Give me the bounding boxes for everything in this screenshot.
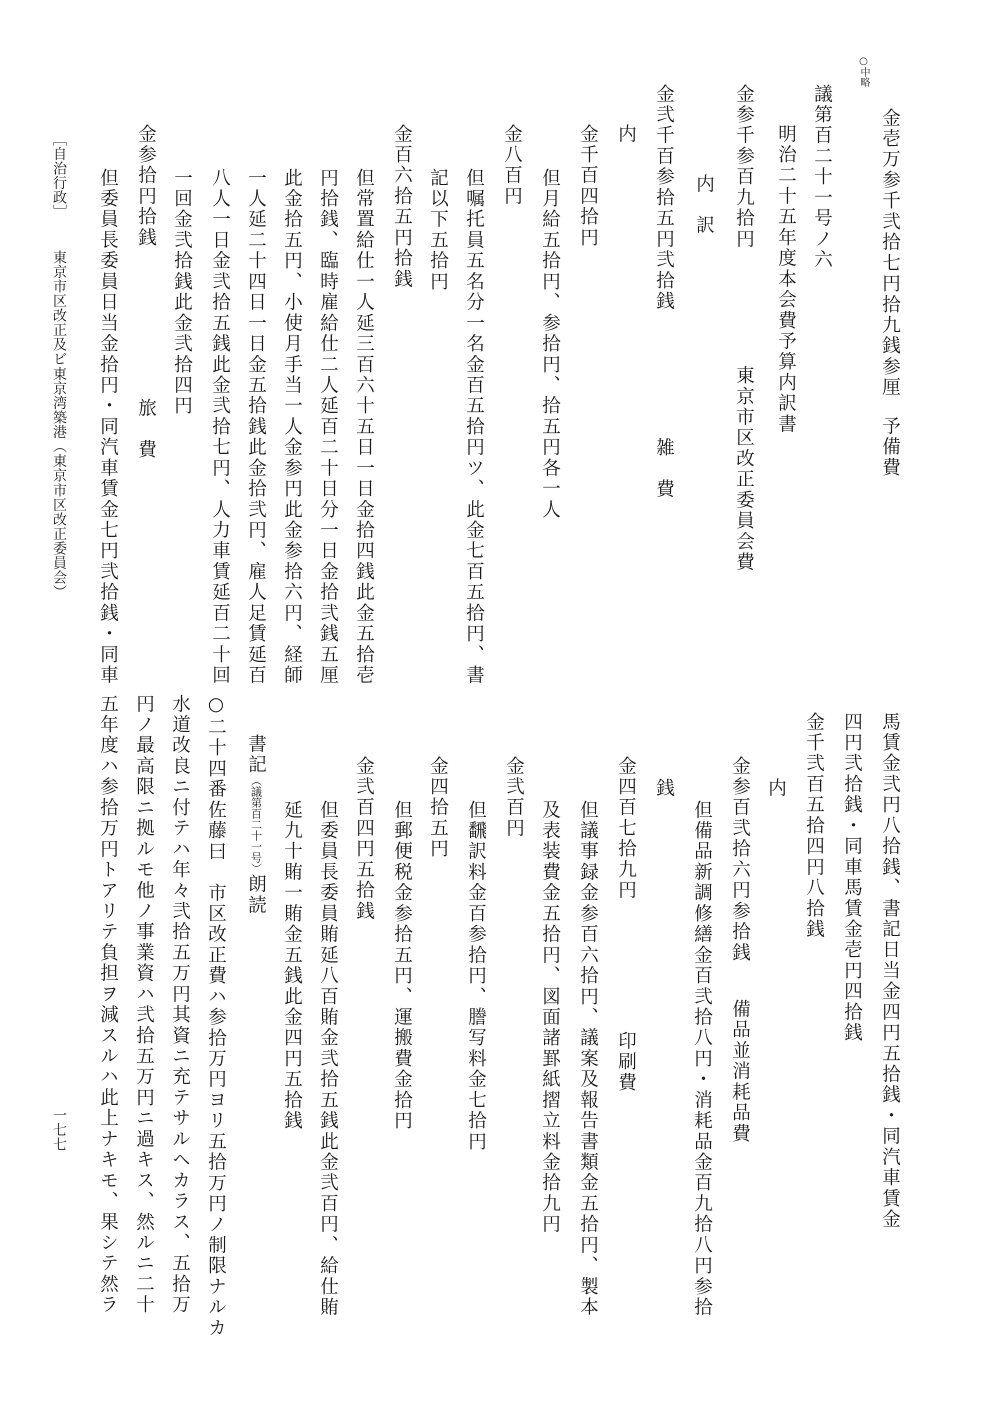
contract-staff-detail-cont: 記以下五拾円 [427, 168, 449, 293]
supplies-label: 備品並消耗品費 [729, 999, 751, 1145]
salary-detail: 但月給五拾円、参拾円、拾五円各一人 [539, 168, 561, 521]
printing-label: 印刷費 [615, 1031, 637, 1094]
supplies-line [730, 756, 749, 1144]
wages-amount: 金百六拾五円拾銭 [391, 124, 413, 290]
footer-bracket: ［自治行政］ [51, 132, 67, 220]
speech-line-1: ○二十四番佐藤曰 市区改正費ハ参拾万円ヨリ五拾万円ノ制限ナルカ [205, 694, 227, 1339]
travel-expense-label: 旅 費 [135, 398, 157, 461]
salary-amount: 金千百四拾円 [577, 124, 599, 249]
committee-expense-line [734, 84, 753, 573]
postage-detail: 但郵便税金参拾五円、運搬費金拾円 [391, 800, 413, 1132]
misc-expense-amount: 金弐千百参拾五円弐拾銭 [653, 84, 675, 312]
speech-line-4: 五年度ハ参拾万円トアリテ負担ヲ減スルハ此上ナキモ、果シテ然ラ [97, 694, 119, 1316]
clerk-label: 書記 [245, 734, 267, 776]
meals-amount: 金弐百四円五拾銭 [353, 756, 375, 922]
meals-detail-cont: 延九十賄一賄金五銭此金四円五拾銭 [281, 800, 303, 1132]
inner-label: 内 [615, 124, 637, 145]
translation-detail: 但飜訳料金百参拾円、謄写料金七拾円 [465, 800, 487, 1153]
travel-expense-line [136, 124, 155, 461]
misc-expense-line [654, 84, 673, 500]
footer-source: 東京市区改正及ビ東京湾築港（東京市区改正委員会） [51, 250, 67, 600]
meals-detail: 但委員長委員賄延八百賄金弐拾五銭此金弐百円、給仕賄 [317, 800, 339, 1318]
printing-detail: 但議事録金参百六拾円、議案及報告書類金五拾円、製本 [577, 800, 599, 1318]
wages-detail-5: 八人一日金弐拾五銭此金弐拾七円、人力車賃延百二十回 [209, 168, 231, 686]
reading-label: 朗読 [245, 874, 267, 916]
bill-number: 議第百二十一号ノ六 [811, 84, 833, 271]
contract-staff-detail: 但嘱托員五名分一名金百五拾円ツ、此金七百五拾円、書 [463, 168, 485, 686]
postage-amount: 金四拾五円 [427, 756, 449, 860]
wages-detail-4: 一人延二十四日一日金五拾銭此金拾弐円、雇人足賃延百 [245, 168, 267, 686]
printing-line [616, 756, 635, 1093]
travel-expense-detail-cont: 馬賃金弐円八拾銭、書記日当金四円五拾銭・同汽車賃金 [879, 712, 901, 1230]
misc-expense-label: 雑 費 [653, 437, 675, 501]
page-number: 一七七 [51, 1108, 67, 1152]
reserve-fund-label: 予備費 [879, 416, 901, 479]
travel-expense-detail-end: 四円弐拾銭・同車馬賃金壱円四拾銭 [841, 712, 863, 1044]
contract-staff-amount: 金八百円 [501, 124, 523, 207]
supplies-detail: 但備品新調修繕金百弐拾八円・消耗品金百九拾八円参拾 [691, 800, 713, 1318]
breakdown-label: 内 訳 [693, 174, 715, 237]
travel-expense-amount: 金参拾円拾銭 [135, 124, 157, 249]
reserve-fund-heading [880, 108, 899, 478]
clerk-reading-line [246, 734, 265, 916]
supplies-detail-end: 銭 [653, 778, 675, 799]
inner-label-2: 内 [765, 778, 787, 799]
office-expense-amount: 金千弐百五拾四円八拾銭 [803, 712, 825, 940]
printing-amount: 金四百七拾九円 [615, 756, 637, 902]
speech-line-2: 水道改良ニ付テハ年々弐拾五万円其資ニ充テサルヘカラス、五拾万 [169, 694, 191, 1316]
printing-detail-cont: 及表装費金五拾円、図面諸罫紙摺立料金拾九円 [539, 800, 561, 1236]
wages-detail-2: 円拾銭、臨時雇給仕二人延百二十日分一日金拾弐銭五厘 [317, 168, 339, 686]
travel-expense-detail: 但委員長委員日当金拾円・同汽車賃金七円弐拾銭・同車 [97, 168, 119, 686]
committee-expense-label: 東京市区改正委員会費 [733, 365, 755, 573]
wages-detail-1: 但常置給仕一人延三百六十五日一日金拾四銭此金五拾壱 [353, 168, 375, 686]
supplies-amount: 金参百弐拾六円参拾銭 [729, 756, 751, 964]
omitted-mark: ○中略 [858, 56, 869, 87]
wages-detail-6: 一回金弐拾銭此金弐拾四円 [171, 168, 193, 417]
speech-line-3: 円ノ最高限ニ拠ルモ他ノ事業資ハ弐拾五万円ニ過キス、然ルニ二十 [133, 694, 155, 1316]
bill-ref-part2: 十一号） [249, 830, 263, 875]
translation-amount: 金弐百円 [503, 756, 525, 839]
reserve-fund-amount: 金壱万参千弐拾七円拾九銭参厘 [879, 108, 901, 399]
wages-detail-3: 此金拾五円、小使月手当一人金参円此金参拾六円、経師 [281, 168, 303, 686]
bill-ref-part1: （議第百二 [249, 775, 263, 831]
budget-title: 明治二十五年度本会費予算内訳書 [775, 124, 797, 435]
committee-expense-amount: 金参千参百九拾円 [733, 84, 755, 250]
